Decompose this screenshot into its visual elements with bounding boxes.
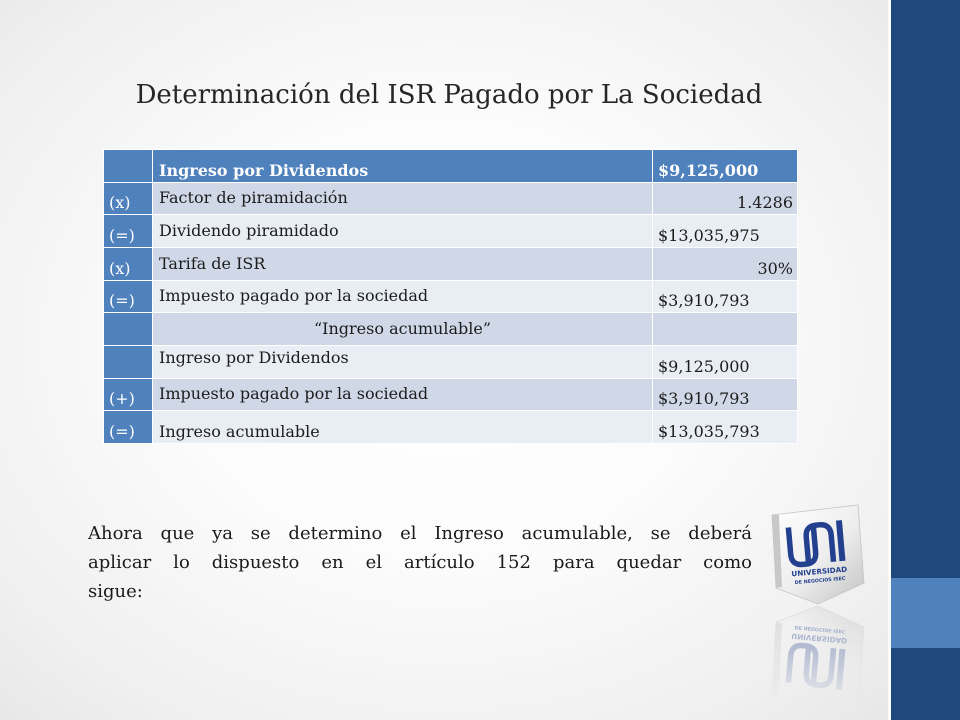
operator-cell: (=) — [104, 215, 153, 248]
concept-cell: Ingreso acumulable — [153, 411, 653, 444]
operator-cell: (x) — [104, 182, 153, 215]
university-logo — [760, 495, 880, 720]
table-header-row — [104, 150, 798, 183]
amount-header-cell: $9,125,000 — [653, 150, 798, 183]
table-section-row — [104, 313, 798, 346]
amount-cell — [653, 313, 798, 346]
amount-cell: $13,035,793 — [653, 411, 798, 444]
sidebar-accent-band — [891, 578, 960, 648]
body-line: Ahora que ya se determino el Ingreso acumulable, se deberá — [88, 523, 752, 544]
logo-text-university: UNIVERSIDAD — [791, 564, 848, 579]
logo-text-school: DE NEGOCIOS ISEC — [794, 576, 846, 587]
concept-cell: Impuesto pagado por la sociedad — [153, 280, 653, 313]
body-line: aplicar lo dispuesto en el artículo 152 para quedar como — [88, 552, 752, 573]
operator-cell: (x) — [104, 247, 153, 280]
amount-cell: $3,910,793 — [653, 280, 798, 313]
table-row — [104, 345, 798, 378]
slide-title: Determinación del ISR Pagado por La Sociedad — [135, 80, 763, 110]
table-row — [104, 378, 798, 411]
concept-cell: Tarifa de ISR — [153, 247, 653, 280]
concept-header-cell: Ingreso por Dividendos — [153, 150, 653, 183]
logo-emblem — [772, 505, 864, 604]
concept-cell: Impuesto pagado por la sociedad — [153, 378, 653, 411]
amount-cell: 1.4286 — [653, 182, 798, 215]
operator-cell — [104, 345, 153, 378]
isr-calculation-table — [103, 149, 798, 444]
section-heading-cell: “Ingreso acumulable” — [153, 313, 653, 346]
concept-cell: Factor de piramidación — [153, 182, 653, 215]
operator-header-cell — [104, 150, 153, 183]
operator-cell: (+) — [104, 378, 153, 411]
operator-cell: (=) — [104, 280, 153, 313]
table-row — [104, 182, 798, 215]
logo-reflection — [772, 606, 864, 705]
concept-cell: Dividendo piramidado — [153, 215, 653, 248]
concept-cell: Ingreso por Dividendos — [153, 345, 653, 378]
amount-cell: $9,125,000 — [653, 345, 798, 378]
table-total-row — [104, 411, 798, 444]
operator-cell: (=) — [104, 411, 153, 444]
amount-cell: $3,910,793 — [653, 378, 798, 411]
table-row — [104, 215, 798, 248]
table-row — [104, 280, 798, 313]
body-paragraph — [88, 519, 752, 606]
amount-cell: $13,035,975 — [653, 215, 798, 248]
table-row — [104, 247, 798, 280]
operator-cell — [104, 313, 153, 346]
body-line: sigue: — [88, 581, 143, 602]
right-sidebar — [888, 0, 960, 720]
amount-cell: 30% — [653, 247, 798, 280]
